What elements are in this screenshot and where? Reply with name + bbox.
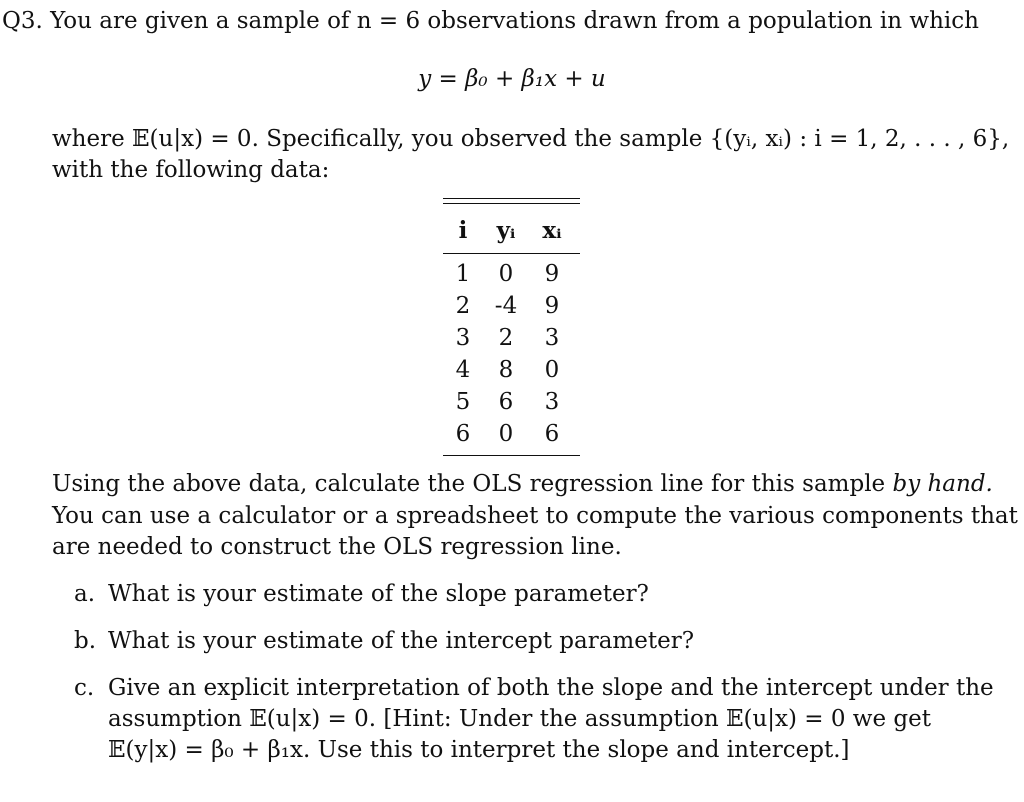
instructions-text: Using the above data, calculate the OLS regression line for this sample <box>52 471 893 497</box>
cell-y: 8 <box>498 357 514 383</box>
table-rule-top-double <box>443 203 580 204</box>
cell-i: 5 <box>455 389 471 415</box>
item-label: a. <box>74 581 96 607</box>
cell-x: 6 <box>544 421 560 447</box>
table-row <box>443 293 580 325</box>
table-row <box>443 389 580 421</box>
table-row <box>443 325 580 357</box>
item-label: b. <box>74 628 97 654</box>
table-rule-header <box>443 253 580 254</box>
question-label: Q3. <box>2 8 43 34</box>
cell-y: 2 <box>498 325 514 351</box>
cell-i: 3 <box>455 325 471 351</box>
instructions-line: You can use a calculator or a spreadsheet to compute the various components that <box>52 502 1018 529</box>
item-text-line: Give an explicit interpretation of both the slope and the intercept under the <box>108 675 994 701</box>
item-label: c. <box>74 675 95 701</box>
question-item-b <box>74 626 694 657</box>
table-rule-top <box>443 198 580 199</box>
model-equation: y = β₀ + β₁x + u <box>418 66 606 92</box>
cell-x: 3 <box>544 325 560 351</box>
question-item-a <box>74 579 649 610</box>
cell-i: 1 <box>455 261 471 287</box>
cell-i: 6 <box>455 421 471 447</box>
table-rule-bottom <box>443 455 580 456</box>
item-text-line: 𝔼(y|x) = β₀ + β₁x. Use this to interpret the slope and intercept.] <box>108 737 850 763</box>
header-x: xᵢ <box>542 217 562 244</box>
question-intro: You are given a sample of n = 6 observations drawn from a population in which <box>50 8 979 34</box>
question-item-c <box>74 673 994 766</box>
sample-description-line: where 𝔼(u|x) = 0. Specifically, you observed the sample {(yᵢ, xᵢ) : i = 1, 2, . . . , 6}, <box>52 126 1010 152</box>
cell-y: 0 <box>498 421 514 447</box>
item-text <box>108 673 994 766</box>
sample-description <box>52 124 1009 186</box>
table-row <box>443 261 580 293</box>
cell-y: 0 <box>498 261 514 287</box>
item-text-line: assumption 𝔼(u|x) = 0. [Hint: Under the assumption 𝔼(u|x) = 0 we get <box>108 706 931 732</box>
header-y: yᵢ <box>496 217 516 244</box>
header-i: i <box>458 217 468 244</box>
cell-x: 9 <box>544 293 560 319</box>
cell-x: 0 <box>544 357 560 383</box>
sample-description-line: with the following data: <box>52 157 330 183</box>
question-header <box>2 8 979 34</box>
cell-i: 2 <box>455 293 471 319</box>
instructions <box>52 469 1018 564</box>
cell-i: 4 <box>455 357 471 383</box>
item-text: What is your estimate of the intercept parameter? <box>108 628 695 654</box>
instructions-line: are needed to construct the OLS regression line. <box>52 534 622 560</box>
table-row <box>443 421 580 453</box>
item-text: What is your estimate of the slope parameter? <box>108 581 649 607</box>
instructions-line <box>52 469 1018 501</box>
table-row <box>443 357 580 389</box>
cell-y: 6 <box>498 389 514 415</box>
instructions-emphasis: by hand. <box>892 471 993 497</box>
cell-x: 9 <box>544 261 560 287</box>
cell-x: 3 <box>544 389 560 415</box>
cell-y: -4 <box>494 293 518 319</box>
